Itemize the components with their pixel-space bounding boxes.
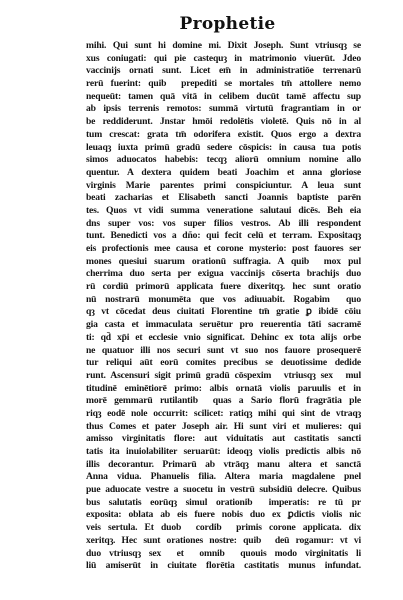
- text-line: beati zacharias et Elisabeth sancti Joannis baptiste parēn: [86, 192, 361, 204]
- text-line: amisso virginitatis flore: aut viduitatis aut castitatis sancti: [86, 433, 361, 445]
- text-line: vaccinijs ornati sunt. Licet em̄ in administratiōe terrenarū: [86, 65, 361, 77]
- text-line: dns super vos: vos super filios vestros. Ab illi respondent: [86, 217, 361, 229]
- text-line: Anna vidua. Phanuelis filia. Altera maria magdalene pnel: [86, 471, 361, 483]
- text-line: ti: qd̄ xp̄i et ecclesie vnio significat. Dehinc ex tota alijs orbe: [86, 331, 361, 343]
- text-line: pue aduocate vestre a suocetu in vestrū subsidiū delecre. Quibus: [86, 484, 361, 496]
- text-line: tes. Quos vt vidi summa veneratione salutaui dicēs. Beh eia: [86, 204, 361, 216]
- text-line: xeritqȝ. Hec sunt orationes nostre: quib᷑ deū rogamur: vt vi: [86, 534, 361, 546]
- text-line: tatis ita inuiolabiliter seruarūt: ideoqȝ violis predictis albis nō: [86, 446, 361, 457]
- text-line: quentur. A dextera quidem beati Joachim et anna gloriose: [86, 166, 361, 178]
- text-line: duo vtriusqȝ sex᷑ et᷑ omnib᷑ quouis modo virginitatis li: [86, 547, 361, 559]
- running-title: Prophetie: [179, 14, 276, 34]
- text-line: rū cordiū primorū applicata fuere dixeritqȝ. hec sunt oratio: [86, 281, 361, 293]
- text-line: mihi. Qui sunt hi domine mi. Dixit Joseph. Sunt vtriusqȝ se: [86, 40, 361, 51]
- text-line: illis decorantur. Primarū ab vtrāqȝ manu altera et sanctā: [86, 458, 361, 470]
- text-line: exposita: oblata ab eis fuere nobis duo ex ꝑdictis violis nic: [86, 509, 361, 521]
- text-line: bus salutatis eorūqȝ simul orationib᷑ imperatis: re tū pr: [86, 496, 361, 508]
- text-line: tum crescat: grata tm̄ odorifera existit. Quos ergo a dextra: [86, 128, 361, 140]
- text-line: runt. Ascensuri sigit primū gradū cōspexim᷑ vtriusqȝ sex᷑ mul: [86, 369, 361, 381]
- text-line: eis profectionis mee causa et corone mysterio: post fauores ser: [86, 243, 361, 254]
- text-line: liū amiserūt in ciuitate florētia castitatis munus infundat.: [86, 560, 361, 572]
- text-line: leuaqȝ iuxta primū gradū sedere cōspicis: in causa tua potis: [86, 141, 361, 153]
- text-line: gia casta et immaculata seruētur pro reuerentia tāti sacramē: [86, 319, 361, 331]
- text-line: ab ipsis terrenis remotos: summā virtutū fragrantiam in or: [86, 103, 361, 115]
- text-line: cherrima duo serta per exigua vaccinijs cōserta brachijs duo: [86, 268, 361, 280]
- text-line: tur reliqui aūt eorū comites precibus se deuotissime dedide: [86, 357, 361, 369]
- page-header: [0, 14, 403, 34]
- text-line: simos aduocatos habebis: tecqȝ aliorū omnium nomine allo: [86, 154, 361, 166]
- text-line: nū nostrarū monumēta que vos adiuuabit. Rogabim᷑ quo: [86, 293, 361, 305]
- text-line: mones quesiui suarum orationū suffragia. A quib᷑ mox pul: [86, 255, 361, 267]
- text-line: virginis Marie parentes primi conspiciuntur. A leua sunt: [86, 179, 361, 191]
- body-text: [86, 40, 361, 573]
- text-line: thus Comes et pater Joseph air. Hi sunt viri et mulieres: qui: [86, 420, 361, 432]
- text-line: ne quatuor illi nos securi sunt vt suo nos fauore prosequerē: [86, 344, 361, 356]
- text-line: riqȝ eodē nole occurrit: scilicet: ratiqȝ mihi qui sint de vtraqȝ: [86, 407, 361, 419]
- text-line: nequeūt: tamen quā vitā in celibem ducūt tamē affectu sup: [86, 90, 361, 102]
- text-line: be reddiderunt. Jnstar hmōi redolētis violetē. Quis nō in al: [86, 116, 361, 128]
- text-line: veis sertula. Et duob᷑ cordib᷑ primis corone applicata. dix: [86, 522, 361, 534]
- text-line: qȝ vt cōcedat deus ciuitati Florentine tm̄ gratie ꝑ ibidē cōiu: [86, 306, 361, 318]
- text-line: morē gemmarū rutilantib᷑ quas a Sario florū fragrātia ple: [86, 395, 361, 407]
- text-line: tunt. Benedicti vos a dño: qui fecit celū et terram. Expositaqȝ: [86, 230, 361, 242]
- text-line: rerū fuerint: quib᷑ prepediti se mortales tm̄ attollere nemo: [86, 78, 361, 90]
- text-line: titudinē eminētiorē primo: albis ornatā violis paruulis et in: [86, 382, 361, 394]
- text-line: xus coniugati: qui pie castequȝ in matrimonio viuerūt. Jdeo: [86, 52, 361, 64]
